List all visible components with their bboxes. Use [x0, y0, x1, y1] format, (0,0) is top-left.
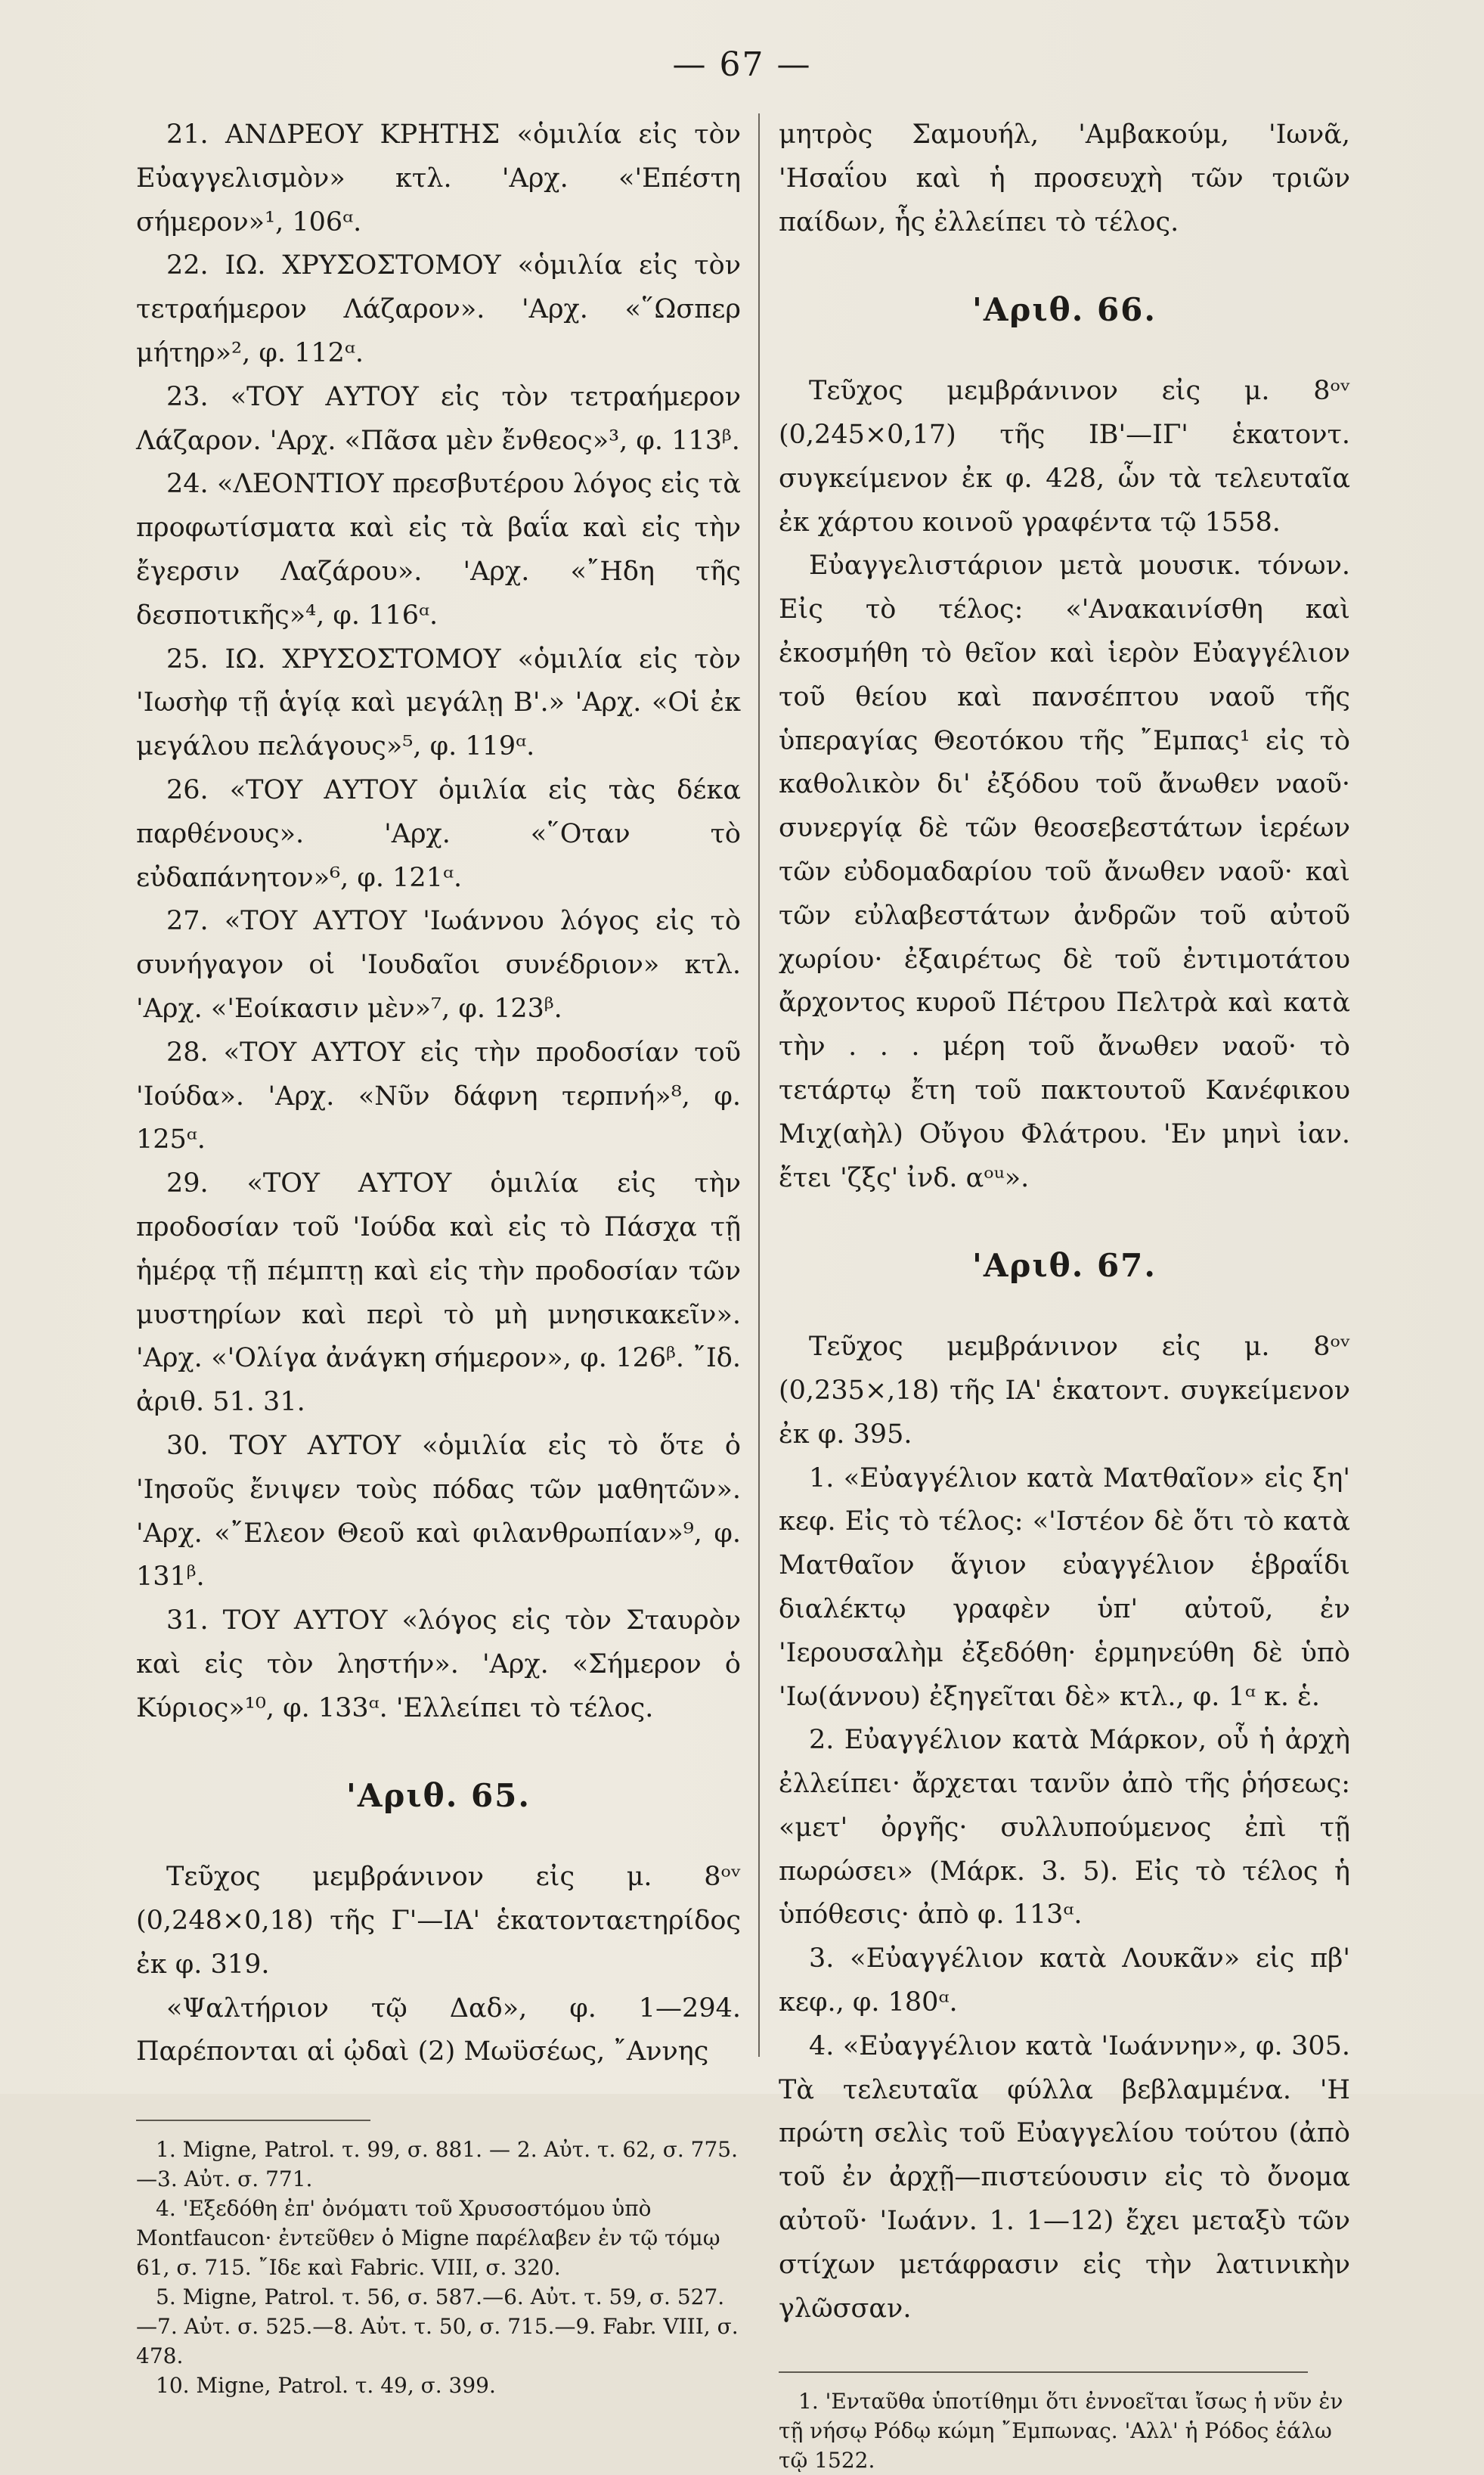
footnote-rule-left [136, 2120, 370, 2121]
entry-23: 23. «ΤΟΥ ΑΥΤΟΥ εἰς τὸν τετραήμερον Λάζαρον. 'Αρχ. «Πᾶσα μὲν ἔνθεος»³, φ. 113ᵝ. [136, 381, 741, 456]
manuscript-67-description: Τεῦχος μεμβράνινον εἰς μ. 8ᵒᵛ (0,235×,18) τῆς ΙΑ' ἑκατοντ. συγκείμενον ἐκ φ. 395. [779, 1332, 1350, 1450]
entry-29: 29. «ΤΟΥ ΑΥΤΟΥ ὁμιλία εἰς τὴν προδοσίαν τοῦ 'Ιούδα καὶ εἰς τὸ Πάσχα τῇ ἡμέρᾳ τῇ πέμπτῃ καὶ εἰς τὴν προδοσίαν τῶν μυστηρίων καὶ περὶ τὸ μὴ μνησικακεῖν». 'Αρχ. «'Ολίγα ἀνάγκη σήμερον», φ. 126ᵝ. ῎Ιδ. ἀριθ. 51. 31. [136, 1168, 741, 1418]
footnote-left-3: 5. Migne, Patrol. τ. 56, σ. 587.—6. Αὐτ. τ. 59, σ. 527.—7. Αὐτ. σ. 525.—8. Αὐτ. τ. 50, σ. 715.—9. Fabr. VIII, σ. 478. [136, 2284, 739, 2369]
entry-24: 24. «ΛΕΟΝΤΙΟΥ πρεσβυτέρου λόγος εἰς τὰ προφωτίσματα καὶ εἰς τὰ βαΐα καὶ εἰς τὴν ἔγερσιν Λαζάρου». 'Αρχ. «῎Ηδη τῆς δεσποτικῆς»⁴, φ. 116ᵅ. [136, 469, 741, 631]
left-column [136, 113, 741, 2400]
manuscript-67-item-4: 4. «Εὐαγγέλιον κατὰ 'Ιωάννην», φ. 305. Τὰ τελευταῖα φύλλα βεβλαμμένα. 'Η πρώτη σελὶς τοῦ Εὐαγγελίου τούτου (ἀπὸ τοῦ ἐν ἀρχῇ—πιστεύουσιν εἰς τὸ ὄνομα αὐτοῦ· 'Ιωάνν. 1. 1—12) ἔχει μεταξὺ τῶν στίχων μετάφρασιν εἰς τὴν λατινικὴν γλῶσσαν. [779, 2030, 1350, 2324]
heading-number-66: 'Αριθ. 66. [971, 291, 1157, 329]
manuscript-67-item-1: 1. «Εὐαγγέλιον κατὰ Ματθαῖον» εἰς ξη' κεφ. Εἰς τὸ τέλος: «'Ιστέον δὲ ὅτι τὸ κατὰ Ματθαῖον ἅγιον εὐαγγέλιον ἑβραΐδι διαλέκτῳ γραφὲν ὑπ' αὐτοῦ, ἐν 'Ιερουσαλὴμ ἐξεδόθη· ἑρμηνεύθη δὲ ὑπὸ 'Ιω(άννου) ἐξηγεῖται δὲ» κτλ., φ. 1ᵅ κ. ἑ. [779, 1462, 1350, 1712]
page-number: — 67 — [672, 45, 812, 84]
heading-number-65: 'Αριθ. 65. [345, 1777, 531, 1815]
continuation-text: μητρὸς Σαμουήλ, 'Αμβακούμ, 'Ιωνᾶ, 'Ησαΐου καὶ ἡ προσευχὴ τῶν τριῶν παίδων, ἧς ἐλλείπει τὸ τέλος. [779, 119, 1350, 237]
entry-31: 31. ΤΟΥ ΑΥΤΟΥ «λόγος εἰς τὸν Σταυρὸν καὶ εἰς τὸν ληστήν». 'Αρχ. «Σήμερον ὁ Κύριος»¹⁰, φ. 133ᵅ. 'Ελλείπει τὸ τέλος. [136, 1605, 741, 1723]
entry-26: 26. «ΤΟΥ ΑΥΤΟΥ ὁμιλία εἰς τὰς δέκα παρθένους». 'Αρχ. «῞Οταν τὸ εὐδαπάνητον»⁶, φ. 121ᵅ. [136, 774, 741, 893]
heading-number-67: 'Αριθ. 67. [971, 1247, 1157, 1285]
right-column [779, 113, 1350, 2475]
manuscript-67-item-3: 3. «Εὐαγγέλιον κατὰ Λουκᾶν» εἰς πβ' κεφ., φ. 180ᵅ. [779, 1943, 1350, 2018]
manuscript-67-item-2: 2. Εὐαγγέλιον κατὰ Μάρκον, οὗ ἡ ἀρχὴ ἐλλείπει· ἄρχεται τανῦν ἀπὸ τῆς ῥήσεως: «μετ' ὀργῆς· συλλυπούμενος ἐπὶ τῇ πωρώσει» (Μάρκ. 3. 5). Εἰς τὸ τέλος ἡ ὑπόθεσις· ἀπὸ φ. 113ᵅ. [779, 1725, 1350, 1931]
manuscript-66-contents: Εὐαγγελιστάριον μετὰ μουσικ. τόνων. Εἰς τὸ τέλος: «'Ανακαινίσθη καὶ ἐκοσμήθη τὸ θεῖον καὶ ἱερὸν Εὐαγγέλιον τοῦ θείου καὶ πανσέπτου ναοῦ τῆς ὑπεραγίας Θεοτόκου τῆς ῎Εμπας¹ εἰς τὸ καθολικὸν δι' ἐξόδου τοῦ ἄνωθεν ναοῦ· συνεργίᾳ δὲ τῶν θεοσεβεστάτων ἱερέων τῶν εὐδομαδαρίου τοῦ ἄνωθεν ναοῦ· καὶ τῶν εὐλαβεστάτων ἀνδρῶν τοῦ αὐτοῦ χωρίου· ἐξαιρέτως δὲ τοῦ ἐντιμοτάτου ἄρχοντος κυροῦ Πέτρου Πελτρὰ καὶ κατὰ τὴν . . . μέρη τοῦ ἄνωθεν ναοῦ· τὸ τετάρτῳ ἔτη τοῦ πακτουτοῦ Κανέφικου Μιχ(αὴλ) Οὔγου Φλάτρου. 'Εν μηνὶ ἰαν. ἔτει 'ζξς' ἰνδ. αᵒᵘ». [779, 551, 1350, 1193]
entry-28: 28. «ΤΟΥ ΑΥΤΟΥ εἰς τὴν προδοσίαν τοῦ 'Ιούδα». 'Αρχ. «Νῦν δάφνη τερπνή»⁸, φ. 125ᵅ. [136, 1037, 741, 1155]
footnote-left-2: 4. 'Εξεδόθη ἐπ' ὀνόματι τοῦ Χρυσοστόμου ὑπὸ Montfaucon· ἐντεῦθεν ὁ Migne παρέλαβεν ἐν τῷ τόμῳ 61, σ. 715. ῎Ιδε καὶ Fabric. VIII, σ. 320. [136, 2196, 720, 2281]
entry-30: 30. ΤΟΥ ΑΥΤΟΥ «ὁμιλία εἰς τὸ ὅτε ὁ 'Ιησοῦς ἔνιψεν τοὺς πόδας τῶν μαθητῶν». 'Αρχ. «῎Ελεον Θεοῦ καὶ φιλανθρωπίαν»⁹, φ. 131ᵝ. [136, 1430, 741, 1593]
entry-22: 22. ΙΩ. ΧΡΥΣΟΣΤΟΜΟΥ «ὁμιλία εἰς τὸν τετραήμερον Λάζαρον». 'Αρχ. «῞Ωσπερ μήτηρ»², φ. 112ᵅ. [136, 250, 741, 368]
footnote-rule-right [779, 2371, 1308, 2373]
manuscript-65-contents: «Ψαλτήριον τῷ Δαδ», φ. 1—294. Παρέπονται αἱ ᾠδαὶ (2) Μωϋσέως, ῎Αννης [136, 1993, 741, 2067]
footnote-left-1: 1. Migne, Patrol. τ. 99, σ. 881. — 2. Αὐτ. τ. 62, σ. 775.—3. Αὐτ. σ. 771. [136, 2137, 738, 2192]
footnote-left-4: 10. Migne, Patrol. τ. 49, σ. 399. [156, 2373, 496, 2399]
footnote-right-1: 1. 'Ενταῦθα ὑποτίθημι ὅτι ἐννοεῖται ἴσως ἡ νῦν ἐν τῇ νήσῳ Ρόδῳ κώμη ῎Εμπωνας. 'Αλλ' ἡ Ρόδος ἑάλω τῷ 1522. [779, 2389, 1343, 2473]
manuscript-65-description: Τεῦχος μεμβράνινον εἰς μ. 8ᵒᵛ (0,248×0,18) τῆς Γ'—ΙΑ' ἑκατονταετηρίδος ἐκ φ. 319. [136, 1862, 741, 1980]
manuscript-66-description: Τεῦχος μεμβράνινον εἰς μ. 8ᵒᵛ (0,245×0,17) τῆς ΙΒ'—ΙΓ' ἑκατοντ. συγκείμενον ἐκ φ. 428, ὧν τὰ τελευταῖα ἐκ χάρτου κοινοῦ γραφέντα τῷ 1558. [779, 376, 1350, 538]
entry-27: 27. «ΤΟΥ ΑΥΤΟΥ 'Ιωάννου λόγος εἰς τὸ συνήγαγον οἱ 'Ιουδαῖοι συνέδριον» κτλ. 'Αρχ. «'Εοίκασιν μὲν»⁷, φ. 123ᵝ. [136, 906, 741, 1024]
column-divider [758, 113, 760, 2057]
entry-25: 25. ΙΩ. ΧΡΥΣΟΣΤΟΜΟΥ «ὁμιλία εἰς τὸν 'Ιωσὴφ τῇ ἁγίᾳ καὶ μεγάλῃ Β'.» 'Αρχ. «Οἱ ἐκ μεγάλου πελάγους»⁵, φ. 119ᵅ. [136, 644, 741, 762]
entry-21: 21. ΑΝΔΡΕΟΥ ΚΡΗΤΗΣ «ὁμιλία εἰς τὸν Εὐαγγελισμὸν» κτλ. 'Αρχ. «'Επέστη σήμερον»¹, 106ᵅ. [136, 119, 741, 237]
